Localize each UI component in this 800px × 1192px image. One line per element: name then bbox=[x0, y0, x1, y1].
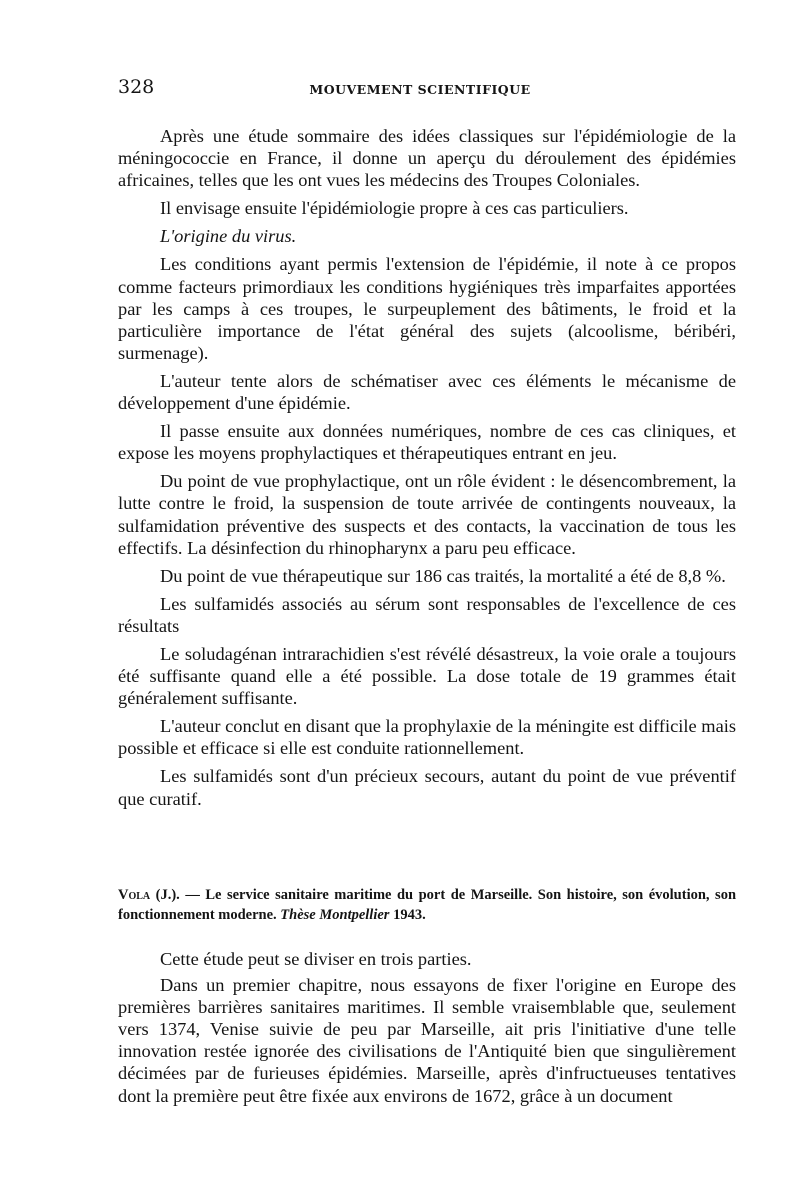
running-head: MOUVEMENT SCIENTIFIQUE bbox=[309, 82, 531, 97]
citation-thesis: Thèse Montpellier bbox=[280, 907, 390, 923]
article-body-2 bbox=[118, 948, 736, 1111]
paragraph: Cette étude peut se diviser en trois parties. bbox=[160, 949, 472, 969]
paragraph: Du point de vue prophylactique, ont un rôle évident : le désencombrement, la lutte contre le froid, la suspension de toute arrivée de contingents nouveaux, la sulfamidation préventive des suspects et des contacts, la vaccination de tous les effectifs. La désinfection du rhinopharynx a paru peu efficace. bbox=[118, 471, 736, 558]
paragraph: Le soludagénan intrarachidien s'est révélé désastreux, la voie orale a toujours été suffisante quand elle a été possible. La dose totale de 19 grammes était généralement suffisante. bbox=[118, 643, 736, 709]
citation-author: Vola (J.). bbox=[118, 887, 180, 903]
citation-year: 1943. bbox=[393, 907, 426, 923]
section-subheading: L'origine du virus. bbox=[160, 226, 297, 247]
paragraph: Les sulfamidés sont d'un précieux secours, autant du point de vue préventif que curatif. bbox=[118, 766, 736, 809]
paragraph: Du point de vue thérapeutique sur 186 cas traités, la mortalité a été de 8,8 %. bbox=[160, 565, 726, 586]
article-body bbox=[118, 125, 736, 816]
paragraph: Les sulfamidés associés au sérum sont responsables de l'excellence de ces résultats bbox=[118, 593, 736, 636]
paragraph: Dans un premier chapitre, nous essayons de fixer l'origine en Europe des premières barrières sanitaires maritimes. Il semble vraisemblable que, seulement vers 1374, Venise suivie de peu par Marseille, ait pris l'initiative d'une telle innovation restée ignorée des civilisations de l'Antiquité bien que singulièrement décimées par de furieuses épidémies. Marseille, après d'infructueuses tentatives dont la première peut être fixée aux environs de 1672, grâce à un document bbox=[118, 975, 736, 1106]
paragraph: L'auteur conclut en disant que la prophylaxie de la méningite est difficile mais possible et efficace si elle est conduite rationnellement. bbox=[118, 716, 736, 759]
paragraph: Il passe ensuite aux données numériques, nombre de ces cas cliniques, et expose les moyens prophylactiques et thérapeutiques entrant en jeu. bbox=[118, 421, 736, 464]
paragraph: Il envisage ensuite l'épidémiologie propre à ces cas particuliers. bbox=[160, 198, 629, 219]
page-number: 328 bbox=[118, 76, 155, 98]
paragraph: Après une étude sommaire des idées classiques sur l'épidémiologie de la méningococcie en France, il donne un aperçu du déroulement des épidémies africaines, telles que les ont vues les médecins des Troupes Coloniales. bbox=[118, 126, 736, 191]
citation bbox=[118, 885, 736, 925]
citation-title: Le service sanitaire maritime du port de Marseille. Son histoire, son évolution, son fonctionnement moderne. bbox=[118, 887, 737, 923]
paragraph: Les conditions ayant permis l'extension de l'épidémie, il note à ce propos comme facteurs primordiaux les conditions hygiéniques très imparfaites apportées par les camps à ces troupes, le surpeuplement des bâtiments, le froid et la particulière importance de l'état général des sujets (alcoolisme, béribéri, surmenage). bbox=[118, 254, 736, 363]
citation-dash: — bbox=[179, 887, 206, 903]
paragraph: L'auteur tente alors de schématiser avec ces éléments le mécanisme de développement d'une épidémie. bbox=[118, 370, 736, 414]
